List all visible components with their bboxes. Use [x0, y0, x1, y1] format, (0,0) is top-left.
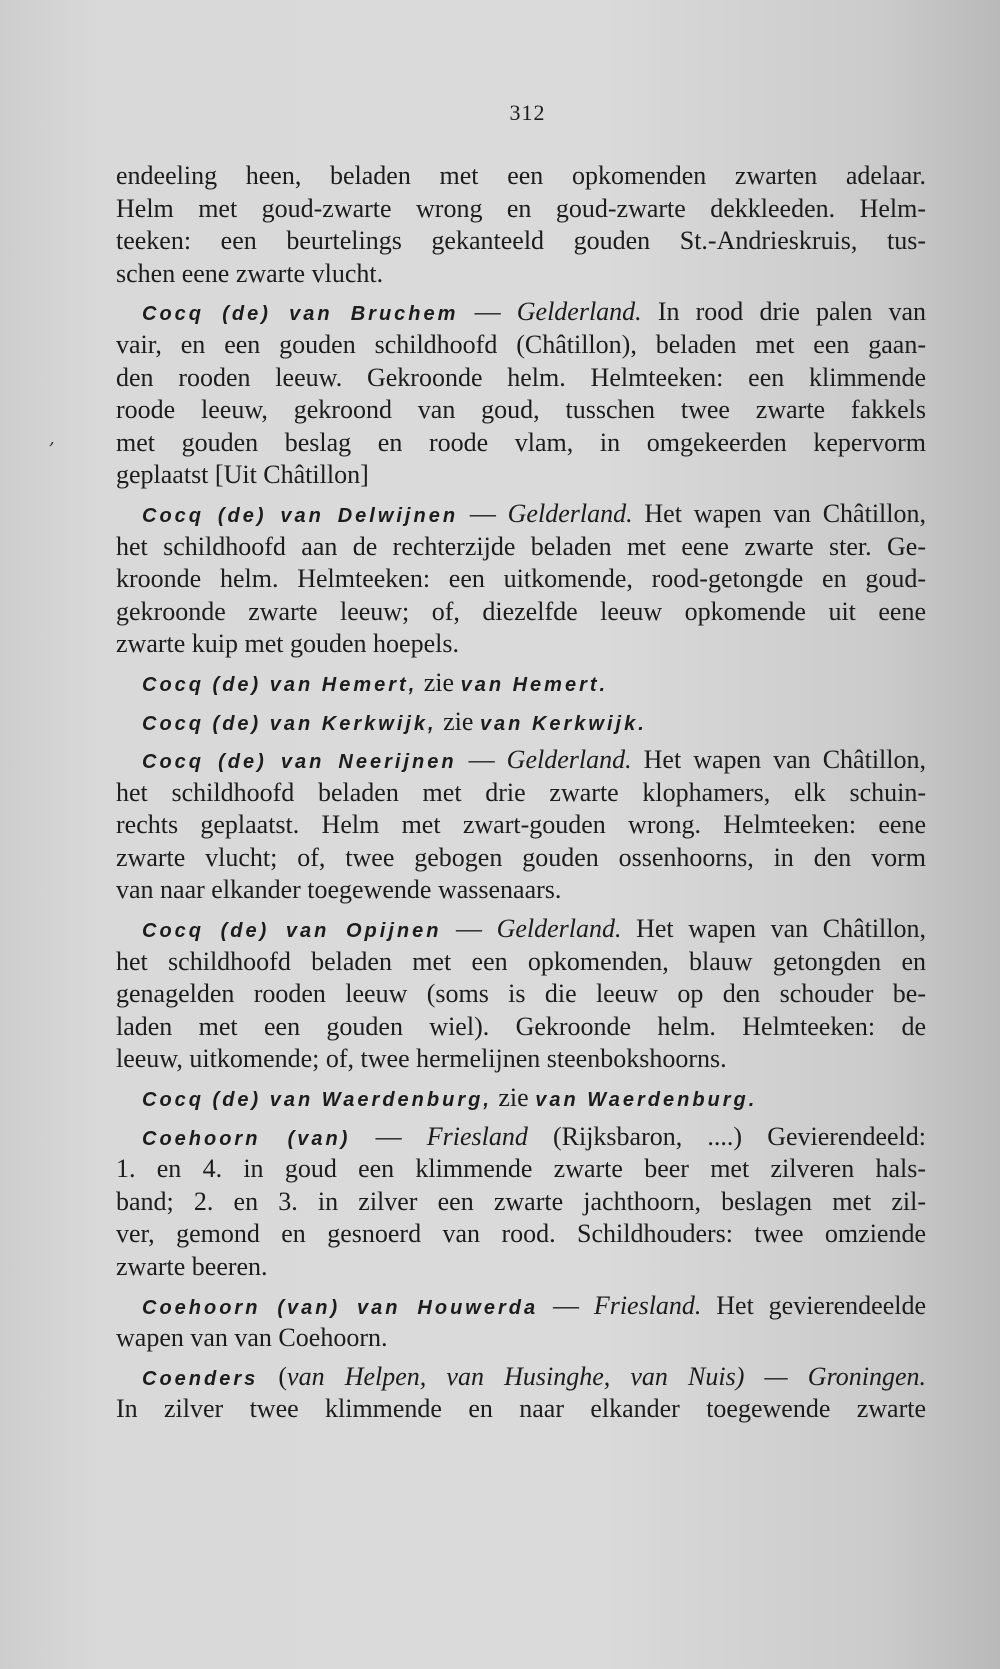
text-line: genagelden rooden leeuw (soms is die leeuw op den schouder be- — [116, 979, 926, 1009]
text-line: het schildhoofd beladen met drie zwarte klophamers, elk schuin- — [116, 777, 926, 807]
entry-heading-line: Coehoorn (van) van Houwerda — Friesland. Het gevierendeelde — [142, 1290, 927, 1320]
entry-heading-line: Cocq (de) van Opijnen — Gelderland. Het wapen van Châtillon, — [142, 914, 926, 944]
entry-name: Cocq (de) van Hemert, — [142, 673, 418, 696]
text-line: teeken: een beurtelings gekanteeld gouden St.-Andrieskruis, tus- — [116, 226, 926, 256]
text-line: band; 2. en 3. in zilver een zwarte jachthoorn, beslagen met zil- — [116, 1186, 926, 1216]
text-line: het schildhoofd aan de rechterzijde beladen met eene zwarte ster. Ge- — [116, 531, 926, 561]
entry-heading-line: Cocq (de) van Hemert, zie van Hemert. — [142, 667, 609, 697]
entry-name: Cocq (de) van Bruchem — [142, 303, 459, 326]
text-line: kroonde helm. Helmteeken: een uitkomende, rood-getongde en goud- — [116, 564, 926, 594]
entry-name: Coehoorn (van) van Houwerda — [142, 1296, 539, 1319]
entry-heading-line: Cocq (de) van Kerkwijk, zie van Kerkwijk. — [142, 706, 647, 736]
text-line: ver, gemond en gesnoerd van rood. Schildhouders: twee omziende — [116, 1219, 926, 1249]
entry-name: Cocq (de) van Delwijnen — [142, 504, 459, 527]
text-line: schen eene zwarte vlucht. — [116, 258, 384, 288]
entry-province: Gelderland. — [496, 914, 622, 944]
entry-province: Gelderland. — [507, 498, 633, 528]
text-line: wapen van van Coehoorn. — [116, 1323, 388, 1353]
text-line: vair, en een gouden schildhoofd (Châtillon), beladen met een gaan- — [116, 329, 926, 359]
text-line: zwarte vlucht; of, twee gebogen gouden ossenhoorns, in den vorm — [116, 842, 926, 872]
entry-name: Coenders — [142, 1367, 259, 1390]
margin-mark: , — [49, 428, 55, 449]
entry-heading-line: Coehoorn (van) — Friesland (Rijksbaron, ....) Gevierendeeld: — [142, 1121, 926, 1151]
entry-name: Cocq (de) van Opijnen — [142, 920, 442, 943]
entry-reference: van Waerdenburg. — [535, 1089, 758, 1112]
entry-province: Gelderland. — [516, 297, 642, 327]
entry-reference: van Kerkwijk. — [479, 712, 647, 735]
entry-heading-line: Coenders (van Helpen, van Husinghe, van Nuis) — Groningen. — [142, 1361, 926, 1391]
entry-name: Coehoorn (van) — [142, 1127, 351, 1150]
text-line: laden met een gouden wiel). Gekroonde helm. Helmteeken: de — [116, 1011, 926, 1041]
text-line: met gouden beslag en roode vlam, in omgekeerden kepervorm — [116, 427, 926, 457]
entry-province: Friesland — [426, 1121, 528, 1151]
entry-name: Cocq (de) van Kerkwijk, — [142, 712, 437, 735]
page-number: 312 — [509, 100, 546, 125]
text-line: gekroonde zwarte leeuw; of, diezelfde leeuw opkomende uit eene — [116, 596, 926, 626]
text-line: 1. en 4. in goud een klimmende zwarte beer met zilveren hals- — [116, 1154, 926, 1184]
entry-name: Cocq (de) van Waerdenburg, — [142, 1089, 492, 1112]
text-line: endeeling heen, beladen met een opkomenden zwarten adelaar. — [116, 161, 926, 190]
text-line: van naar elkander toegewende wassenaars. — [116, 875, 562, 905]
entry-aliases: van Helpen, van Husinghe, van Nuis — [287, 1361, 736, 1391]
body-text — [116, 160, 926, 1426]
text-line: het schildhoofd beladen met een opkomenden, blauw getongden en — [116, 946, 926, 976]
entry-heading-line: Cocq (de) van Delwijnen — Gelderland. Het wapen van Châtillon, — [142, 498, 926, 528]
entry-province: Friesland. — [593, 1290, 702, 1320]
entry-province: Gelderland. — [506, 745, 632, 775]
text-line: den rooden leeuw. Gekroonde helm. Helmteeken: een klimmende — [116, 362, 926, 392]
entry-reference: van Hemert. — [460, 673, 609, 696]
text-line: In zilver twee klimmende en naar elkander toegewende zwarte — [116, 1394, 926, 1424]
text-line: zwarte kuip met gouden hoepels. — [116, 629, 459, 659]
text-line: rechts geplaatst. Helm met zwart-gouden wrong. Helmteeken: eene — [116, 810, 926, 840]
entry-heading-line: Cocq (de) van Waerdenburg, zie van Waerdenburg. — [142, 1083, 758, 1113]
text-line: geplaatst [Uit Châtillon] — [116, 460, 369, 490]
entry-heading-line: Cocq (de) van Bruchem — Gelderland. In rood drie palen van — [142, 297, 927, 327]
text-line: roode leeuw, gekroond van goud, tusschen twee zwarte fakkels — [116, 395, 926, 425]
entry-heading-line: Cocq (de) van Neerijnen — Gelderland. Het wapen van Châtillon, — [142, 745, 926, 775]
text-line: leeuw, uitkomende; of, twee hermelijnen steenbokshoorns. — [116, 1044, 727, 1074]
entry-name: Cocq (de) van Neerijnen — [142, 751, 457, 774]
text-line: zwarte beeren. — [116, 1252, 268, 1281]
text-line: Helm met goud-zwarte wrong en goud-zwarte dekkleeden. Helm- — [116, 193, 926, 223]
